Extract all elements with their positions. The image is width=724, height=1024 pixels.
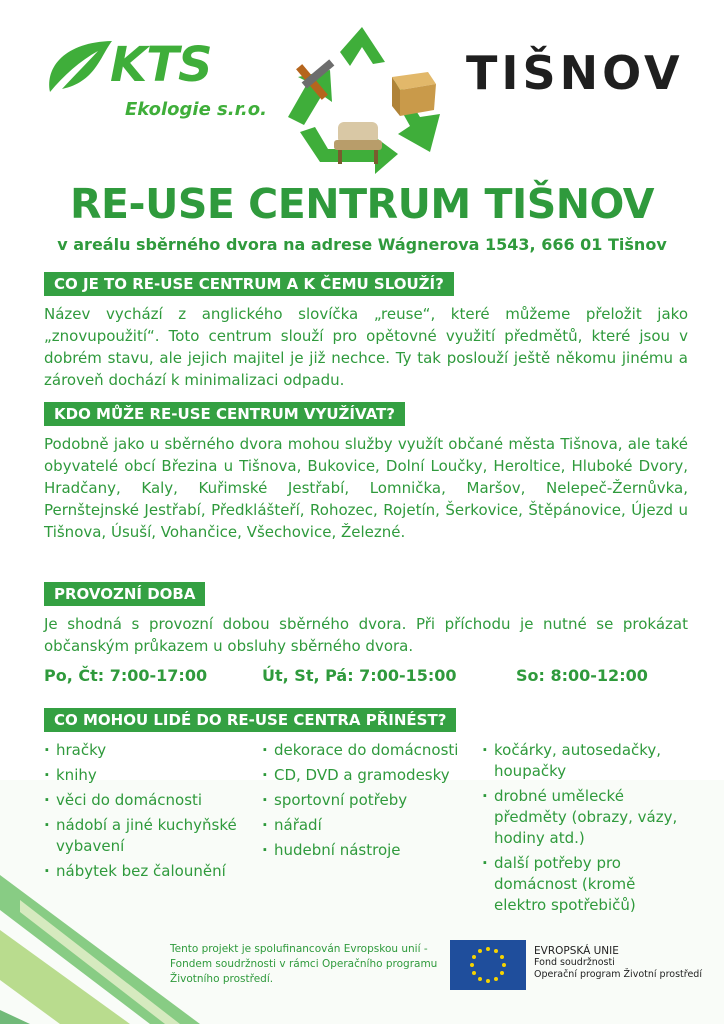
list-item: · nábytek bez čalounění (44, 861, 254, 882)
kts-subtitle: Ekologie s.r.o. (125, 99, 267, 120)
items-column-3 (482, 740, 682, 920)
hours-sat: So: 8:00-12:00 (516, 666, 648, 685)
eu-caption (534, 945, 702, 981)
page-subtitle: v areálu sběrného dvora na adrese Wágnerova 1543, 666 01 Tišnov (57, 235, 667, 254)
toy-box-icon (392, 72, 436, 116)
section-text-who: Podobně jako u sběrného dvora mohou služby využít občané města Tišnova, ale také obyvatelé obcí Březina u Tišnova, Bukovice, Dolní Loučky, Heroltice, Hluboké Dvory, Hradčany, Kaly, Kuřimské Jestřabí, Lomnička, Maršov, Nelepeč-Žernůvka, Pernštejnské Jestřabí, Předklášteří, Rohozec, Rojetín, Šerkovice, Štěpánovice, Újezd u Tišnova, Úsuší, Vohančice, Všechovice, Železné. (44, 435, 688, 541)
page-title: RE-USE CENTRUM TIŠNOV (69, 180, 655, 228)
list-item: · drobné umělecké předměty (obrazy, vázy, hodiny atd.) (482, 786, 682, 849)
list-item: · CD, DVD a gramodesky (262, 765, 462, 786)
list-item: · věci do domácnosti (44, 790, 254, 811)
eu-flag-icon (450, 940, 526, 990)
section-heading-items: CO MOHOU LIDÉ DO RE-USE CENTRA PŘINÉST? (44, 708, 456, 732)
eu-line-2: Fond soudržnosti (534, 957, 615, 968)
hours-mon-thu: Po, Čt: 7:00-17:00 (44, 666, 208, 685)
eu-line-1: EVROPSKÁ UNIE (534, 945, 619, 957)
list-item: · hudební nástroje (262, 840, 462, 861)
hours-tue-wed-fri: Út, St, Pá: 7:00-15:00 (262, 666, 457, 685)
section-text-hours: Je shodná s provozní dobou sběrného dvora. Při příchodu je nutné se prokázat občanským průkazem u obsluhy sběrného dvora. (44, 615, 688, 655)
list-item: · nářadí (262, 815, 462, 836)
eu-line-3: Operační program Životní prostředí (534, 969, 702, 980)
section-text-what: Název vychází z anglického slovíčka „reuse“, které můžeme přeložit jako „znovupoužití“. Toto centrum slouží pro opětovné využití předmětů, které jsou v dobrém stavu, ale jejich majitel je již nechce. Ty tak poslouží ještě někomu jinému a zároveň dochází k minimalizaci odpadu. (44, 305, 688, 389)
list-item: · sportovní potřeby (262, 790, 462, 811)
items-column-1 (44, 740, 254, 886)
section-heading-what: CO JE TO RE-USE CENTRUM A K ČEMU SLOUŽÍ? (44, 272, 454, 296)
items-column-2 (262, 740, 462, 865)
recycle-icon (280, 22, 455, 177)
leaf-icon (40, 37, 118, 97)
funding-note: Tento projekt je spolufinancován Evropskou unií - Fondem soudržnosti v rámci Operačního programu Životního prostředí. (170, 943, 438, 985)
list-item: · dekorace do domácnosti (262, 740, 462, 761)
section-heading-who: KDO MŮŽE RE-USE CENTRUM VYUŽÍVAT? (44, 402, 405, 426)
list-item: · kočárky, autosedačky, houpačky (482, 740, 682, 782)
list-item: · další potřeby pro domácnost (kromě elektro spotřebičů) (482, 853, 682, 916)
kts-logo (40, 35, 267, 130)
section-heading-hours: PROVOZNÍ DOBA (44, 582, 205, 606)
list-item: · hračky (44, 740, 254, 761)
tisnov-logo: TIŠNOV (466, 46, 684, 100)
list-item: · knihy (44, 765, 254, 786)
list-item: · nádobí a jiné kuchyňské vybavení (44, 815, 254, 857)
kts-wordmark: KTS (110, 37, 212, 93)
